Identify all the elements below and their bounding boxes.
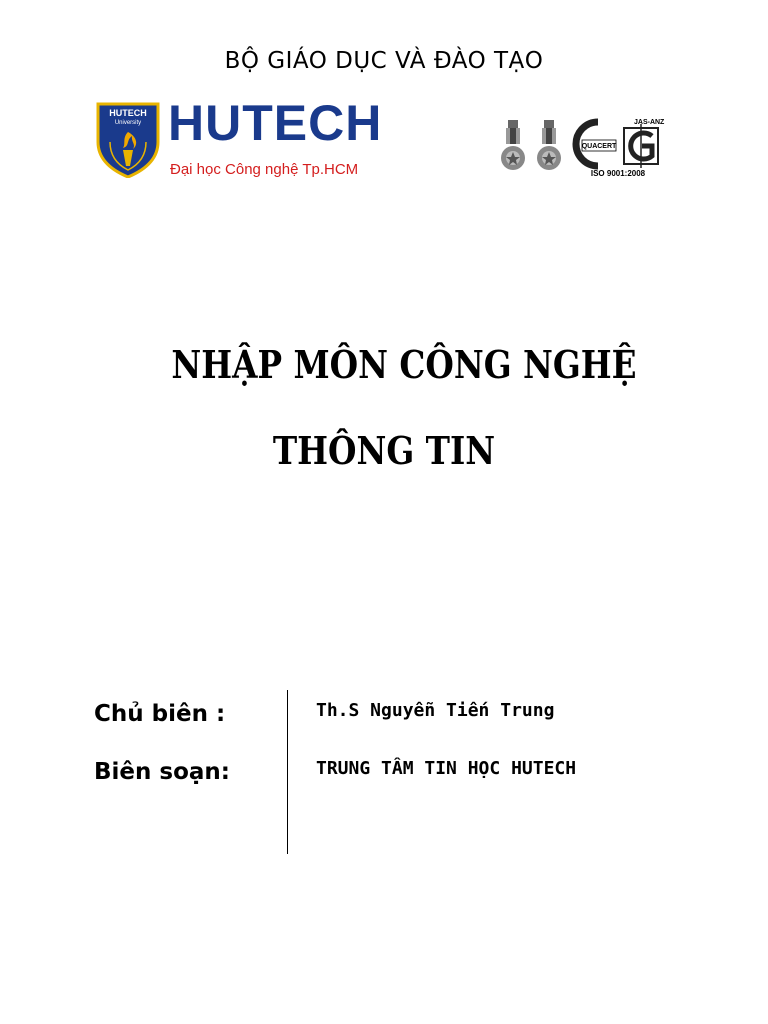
medal-left-icon: [501, 120, 525, 170]
compiler-value: TRUNG TÂM TIN HỌC HUTECH: [316, 758, 577, 779]
shield-top-text: HUTECH: [109, 108, 147, 118]
ministry-heading: BỘ GIÁO DỤC VÀ ĐÀO TẠO: [224, 48, 544, 74]
cert-iso-text: ISO 9001:2008: [590, 169, 646, 178]
hutech-shield-logo: [96, 102, 160, 178]
compiler-label: Biên soạn:: [94, 759, 230, 785]
editor-label: Chủ biên :: [94, 701, 226, 727]
book-title-line-1: NHẬP MÔN CÔNG NGHỆ: [171, 342, 637, 387]
brand-name: HUTECH: [168, 95, 383, 151]
editor-value: Th.S Nguyễn Tiến Trung: [316, 700, 555, 721]
medal-right-icon: [537, 120, 561, 170]
shield-sub-text: University: [114, 120, 142, 126]
book-title-line-2: THÔNG TIN: [272, 428, 496, 473]
quacert-iso-logo: [568, 114, 668, 180]
brand-subtitle: Đại học Công nghệ Tp.HCM: [170, 161, 359, 178]
logo-row: [96, 95, 696, 190]
vertical-divider: [287, 690, 288, 854]
medals-icon: [500, 118, 564, 178]
cert-name-text: QUACERT: [581, 143, 617, 150]
cert-top-text: JAS-ANZ: [634, 119, 665, 126]
